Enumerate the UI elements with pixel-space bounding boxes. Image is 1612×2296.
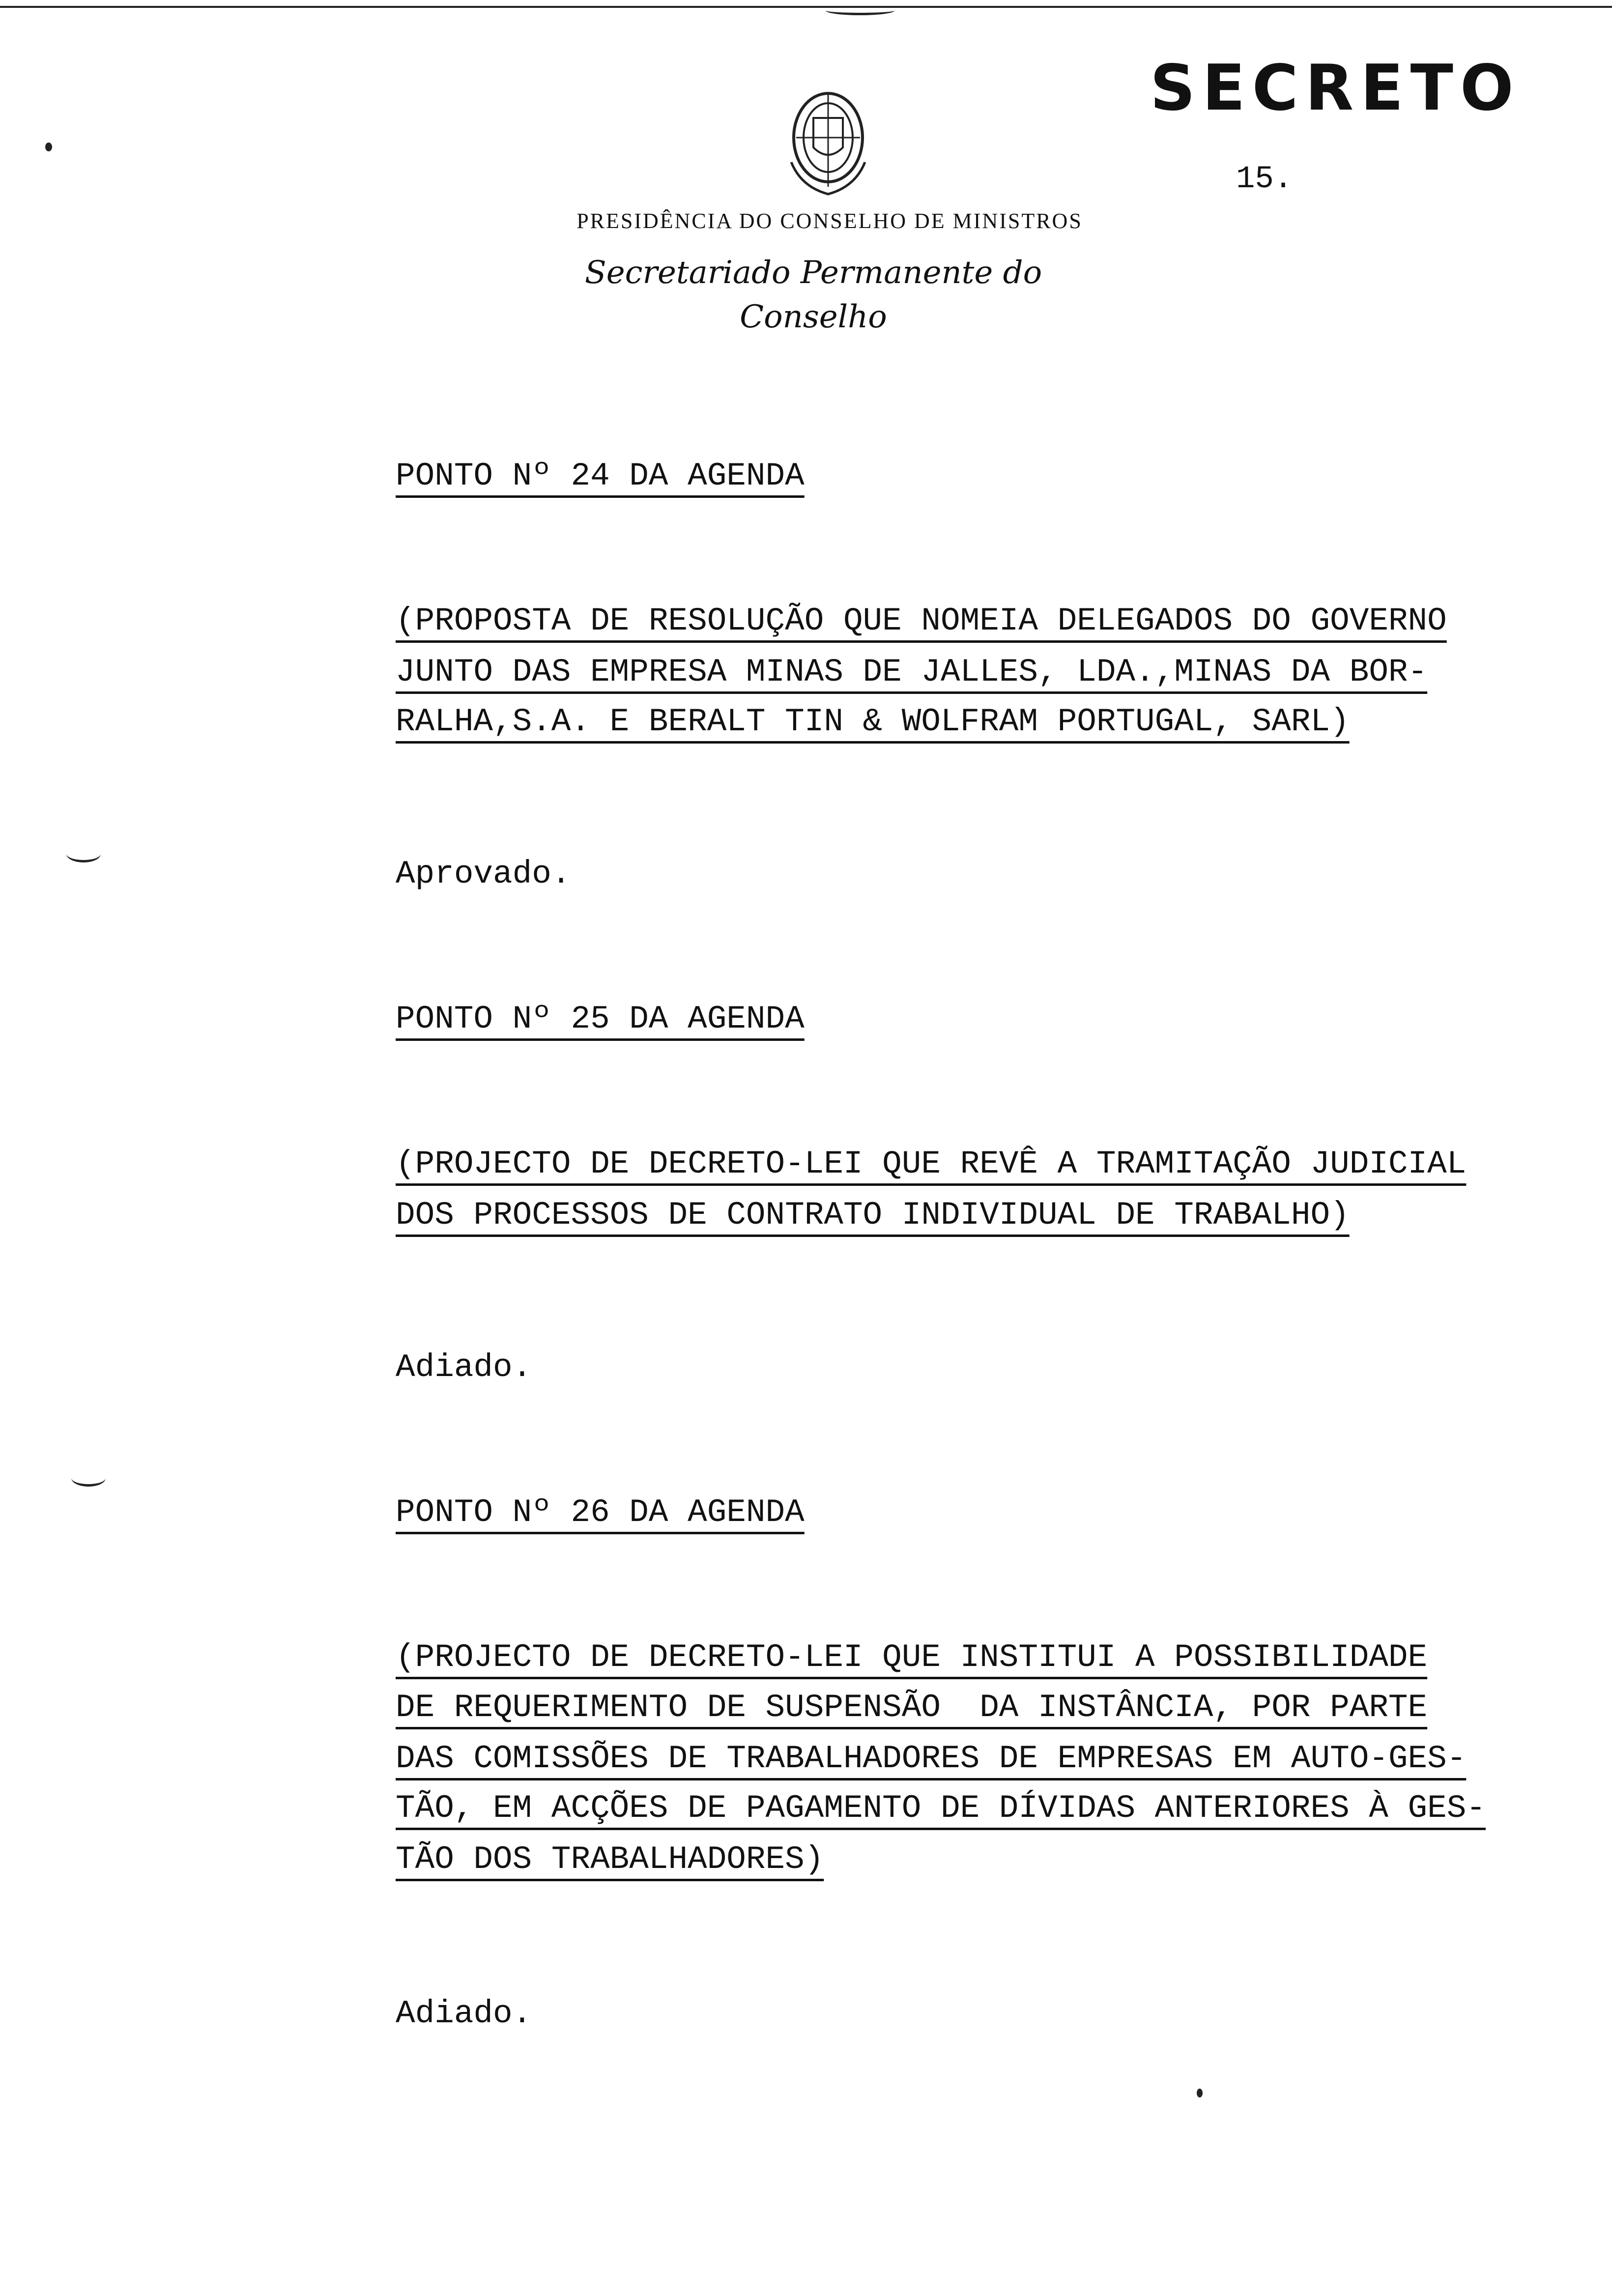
agenda-item-subject-line: DOS PROCESSOS DE CONTRATO INDIVIDUAL DE TRABALHO) <box>396 1197 1350 1234</box>
agenda-item-decision: Aprovado. <box>396 856 571 892</box>
agenda-item-subject-line: (PROPOSTA DE RESOLUÇÃO QUE NOMEIA DELEGADOS DO GOVERNO <box>396 603 1447 639</box>
agenda-item-subject-line: TÃO, EM ACÇÕES DE PAGAMENTO DE DÍVIDAS ANTERIORES À GES- <box>396 1790 1486 1827</box>
department-title: Secretariado Permanente do Conselho <box>584 255 1042 335</box>
scan-speck <box>1197 2089 1203 2097</box>
agenda-item-subject-line: JUNTO DAS EMPRESA MINAS DE JALLES, LDA.,MINAS DA BOR- <box>396 654 1428 690</box>
document-number: 15. <box>1236 162 1293 197</box>
punch-hole-mark <box>66 845 101 862</box>
punch-hole-mark <box>71 1469 106 1487</box>
agenda-item-decision: Adiado. <box>396 1995 532 2032</box>
agenda-item-subject-line: (PROJECTO DE DECRETO-LEI QUE INSTITUI A POSSIBILIDADE <box>396 1639 1428 1676</box>
page-top-edge <box>0 6 1612 8</box>
agenda-item-subject-line: TÃO DOS TRABALHADORES) <box>396 1841 824 1878</box>
agenda-item-decision: Adiado. <box>396 1349 532 1386</box>
scan-speck <box>45 143 52 151</box>
classification-stamp: SECRETO <box>1150 52 1521 125</box>
page-top-notch <box>826 6 894 15</box>
agenda-item-subject-line: RALHA,S.A. E BERALT TIN & WOLFRAM PORTUGAL, SARL) <box>396 703 1350 740</box>
institution-title: PRESIDÊNCIA DO CONSELHO DE MINISTROS <box>576 209 1083 233</box>
agenda-item-subject-line: (PROJECTO DE DECRETO-LEI QUE REVÊ A TRAMITAÇÃO JUDICIAL <box>396 1146 1467 1182</box>
coat-of-arms-emblem <box>777 84 880 197</box>
agenda-item-heading: PONTO Nº 24 DA AGENDA <box>396 458 805 494</box>
agenda-item-heading: PONTO Nº 25 DA AGENDA <box>396 1001 805 1037</box>
agenda-item-subject-line: DAS COMISSÕES DE TRABALHADORES DE EMPRESAS EM AUTO-GES- <box>396 1740 1467 1777</box>
agenda-item-subject-line: DE REQUERIMENTO DE SUSPENSÃO DA INSTÂNCIA, POR PARTE <box>396 1689 1428 1726</box>
agenda-item-heading: PONTO Nº 26 DA AGENDA <box>396 1494 805 1531</box>
